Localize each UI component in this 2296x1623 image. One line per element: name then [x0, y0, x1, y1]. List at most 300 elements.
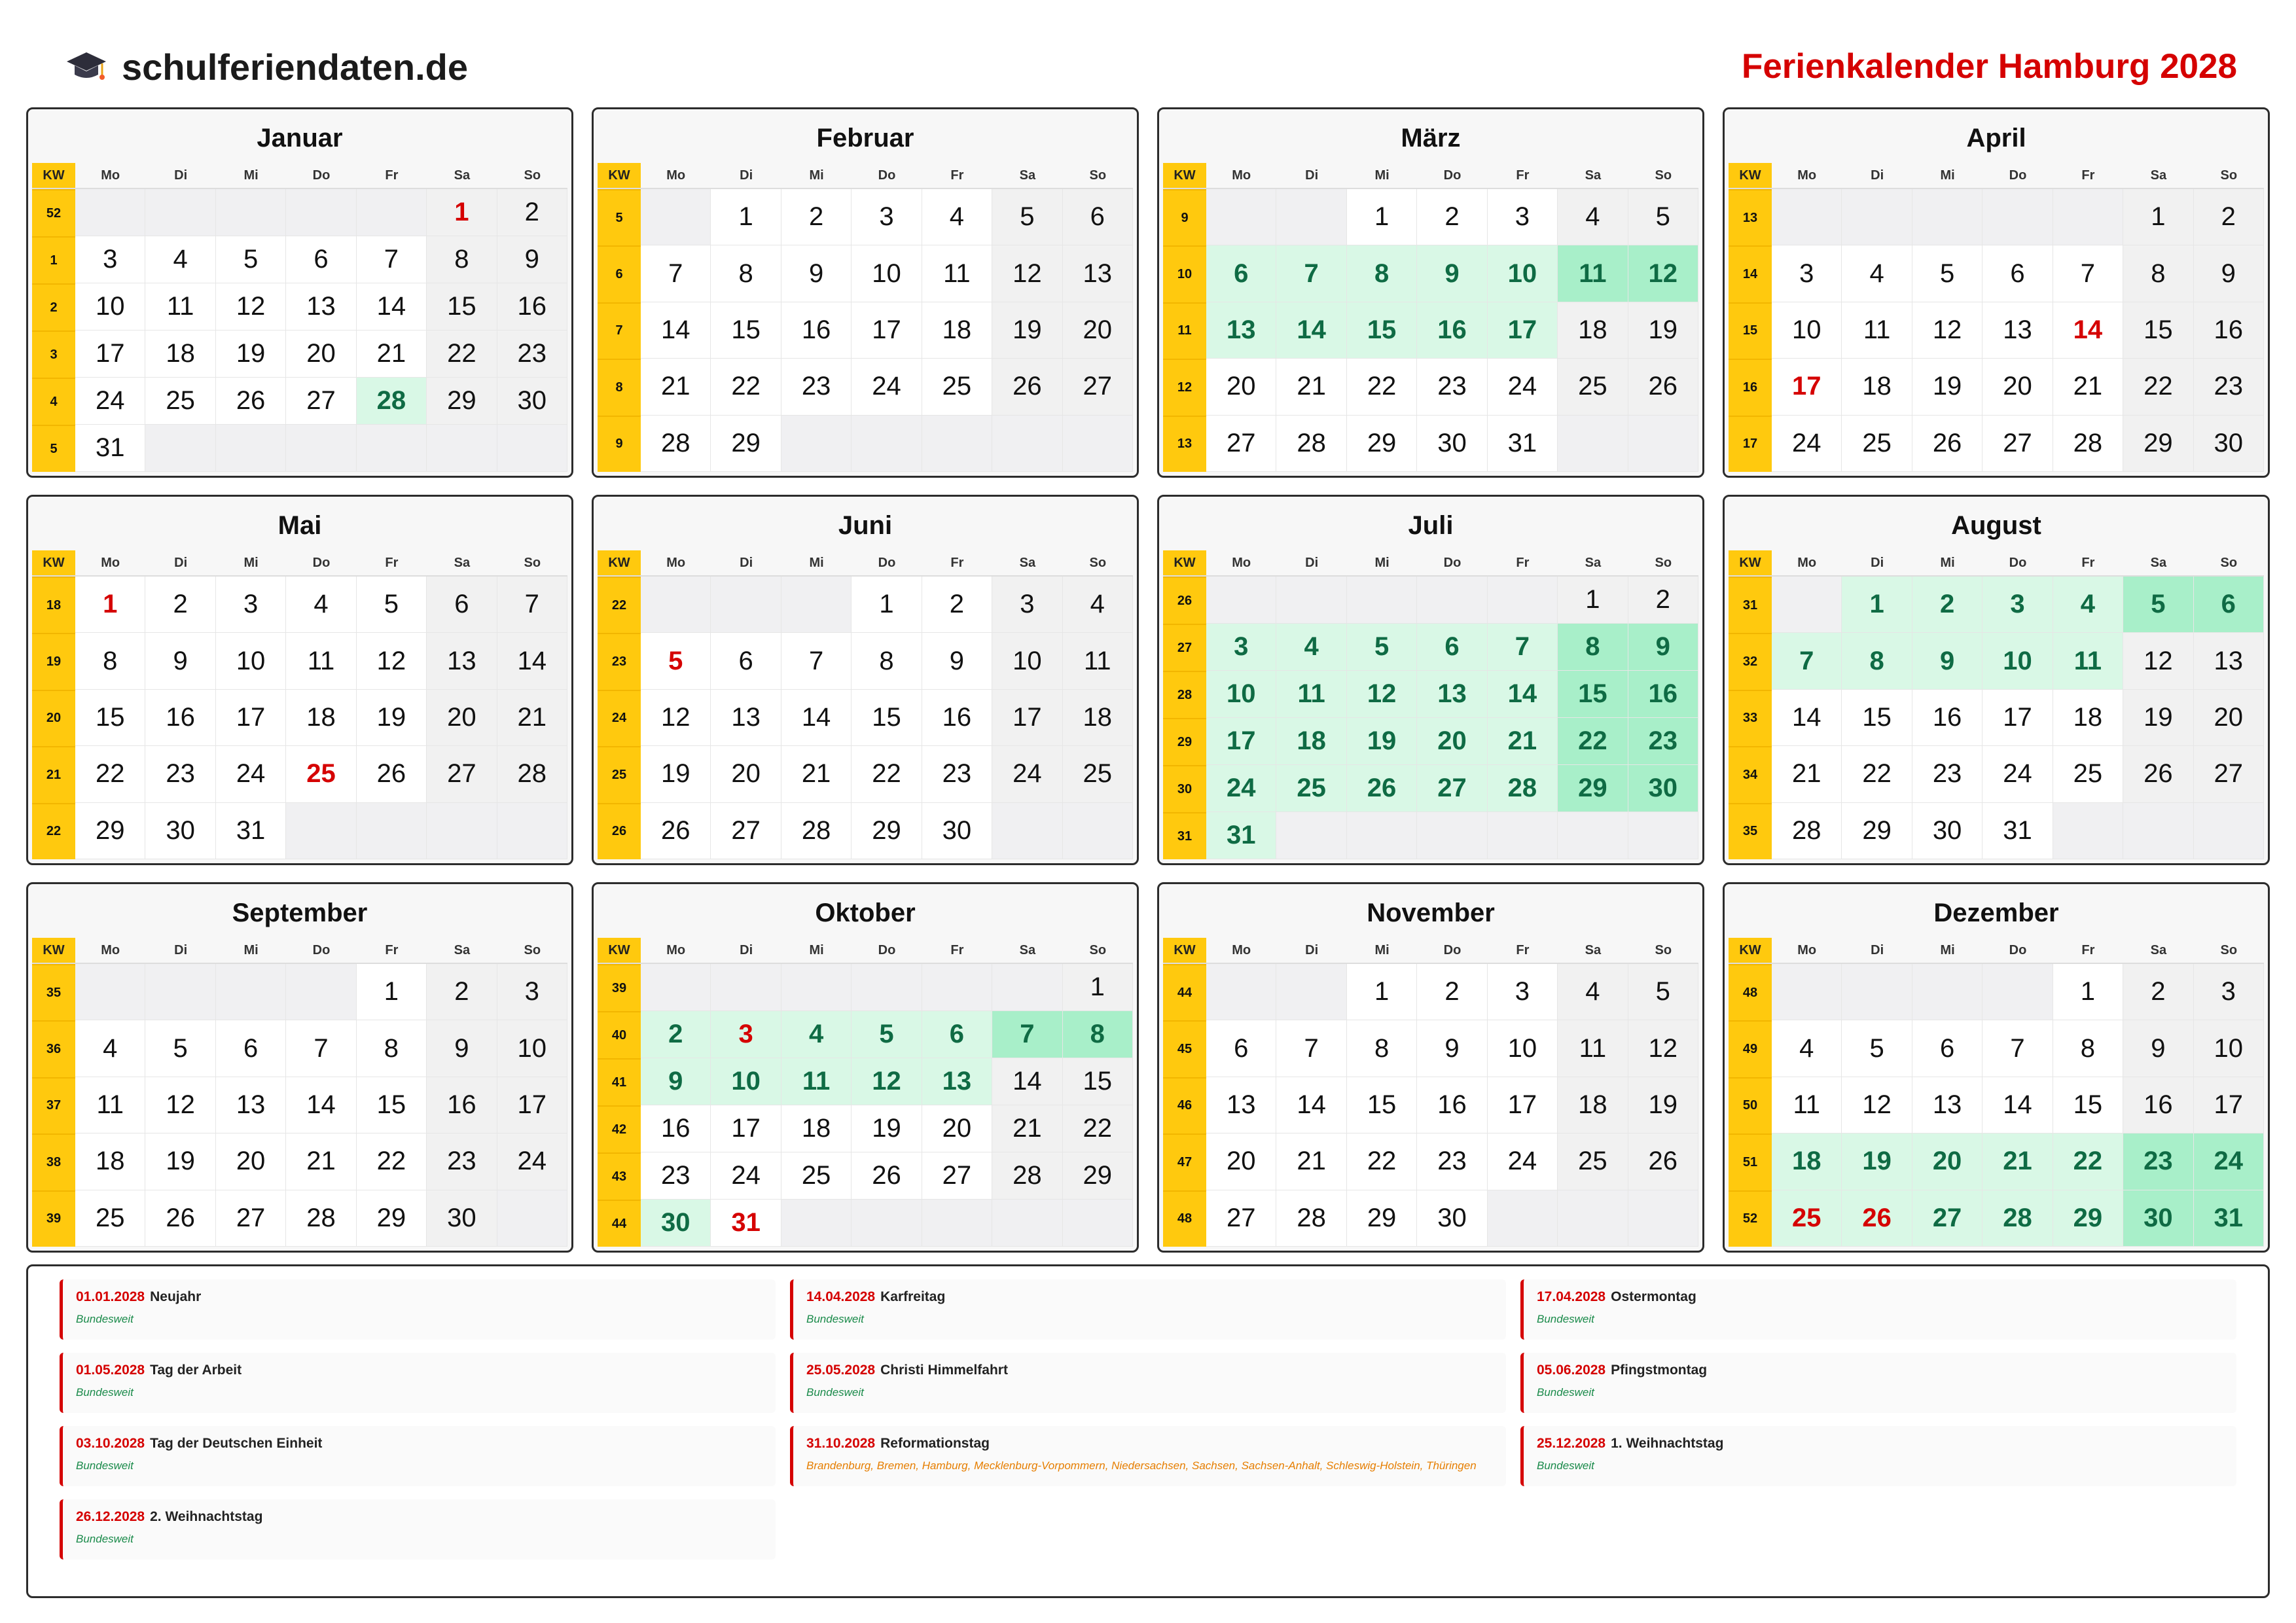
- day-cell[interactable]: 24: [2194, 1133, 2264, 1190]
- day-cell[interactable]: 15: [852, 690, 922, 746]
- day-cell[interactable]: 1: [75, 577, 145, 633]
- day-cell[interactable]: 15: [357, 1077, 427, 1133]
- day-cell[interactable]: 3: [1772, 245, 1842, 302]
- day-cell[interactable]: 16: [427, 1077, 497, 1133]
- day-cell[interactable]: 27: [1063, 359, 1133, 415]
- day-cell[interactable]: 23: [145, 746, 215, 802]
- day-cell[interactable]: 14: [781, 690, 852, 746]
- day-cell[interactable]: 9: [922, 633, 992, 689]
- day-cell[interactable]: 11: [1772, 1077, 1842, 1133]
- day-cell[interactable]: 9: [1912, 633, 1982, 689]
- day-cell[interactable]: 6: [286, 236, 356, 283]
- day-cell[interactable]: 4: [1558, 964, 1628, 1020]
- day-cell[interactable]: 20: [1912, 1133, 1982, 1190]
- day-cell[interactable]: 15: [1347, 302, 1417, 359]
- day-cell[interactable]: 27: [1206, 1190, 1276, 1247]
- day-cell[interactable]: 17: [75, 330, 145, 378]
- day-cell[interactable]: 25: [2053, 746, 2123, 802]
- day-cell[interactable]: 24: [711, 1152, 781, 1200]
- day-cell[interactable]: 11: [922, 245, 992, 302]
- day-cell[interactable]: 30: [1417, 416, 1487, 472]
- day-cell[interactable]: 17: [1982, 690, 2053, 746]
- day-cell[interactable]: 14: [1276, 1077, 1346, 1133]
- day-cell[interactable]: 1: [1558, 577, 1628, 624]
- day-cell[interactable]: 15: [2053, 1077, 2123, 1133]
- day-cell[interactable]: 9: [145, 633, 215, 689]
- day-cell[interactable]: 13: [1417, 671, 1487, 718]
- day-cell[interactable]: 8: [427, 236, 497, 283]
- day-cell[interactable]: 25: [75, 1190, 145, 1247]
- day-cell[interactable]: 22: [1347, 359, 1417, 415]
- day-cell[interactable]: 29: [1347, 416, 1417, 472]
- day-cell[interactable]: 17: [992, 690, 1062, 746]
- day-cell[interactable]: 13: [1912, 1077, 1982, 1133]
- day-cell[interactable]: 16: [641, 1105, 711, 1152]
- day-cell[interactable]: 18: [145, 330, 215, 378]
- day-cell[interactable]: 31: [1206, 812, 1276, 859]
- day-cell[interactable]: 25: [1842, 416, 1912, 472]
- day-cell[interactable]: 2: [1628, 577, 1698, 624]
- day-cell[interactable]: 22: [1063, 1105, 1133, 1152]
- day-cell[interactable]: 6: [2194, 577, 2264, 633]
- day-cell[interactable]: 27: [286, 378, 356, 425]
- day-cell[interactable]: 5: [145, 1020, 215, 1077]
- day-cell[interactable]: 1: [852, 577, 922, 633]
- day-cell[interactable]: 30: [1417, 1190, 1487, 1247]
- day-cell[interactable]: 4: [286, 577, 356, 633]
- day-cell[interactable]: 14: [1772, 690, 1842, 746]
- day-cell[interactable]: 19: [1628, 302, 1698, 359]
- day-cell[interactable]: 21: [286, 1133, 356, 1190]
- day-cell[interactable]: 16: [781, 302, 852, 359]
- day-cell[interactable]: 22: [1347, 1133, 1417, 1190]
- day-cell[interactable]: 15: [1347, 1077, 1417, 1133]
- day-cell[interactable]: 5: [1842, 1020, 1912, 1077]
- day-cell[interactable]: 17: [1488, 302, 1558, 359]
- day-cell[interactable]: 30: [497, 378, 567, 425]
- day-cell[interactable]: 18: [75, 1133, 145, 1190]
- day-cell[interactable]: 5: [2123, 577, 2193, 633]
- day-cell[interactable]: 8: [1347, 1020, 1417, 1077]
- day-cell[interactable]: 18: [1772, 1133, 1842, 1190]
- day-cell[interactable]: 21: [1772, 746, 1842, 802]
- day-cell[interactable]: 2: [1417, 189, 1487, 245]
- day-cell[interactable]: 10: [711, 1058, 781, 1105]
- day-cell[interactable]: 29: [2123, 416, 2193, 472]
- day-cell[interactable]: 26: [1842, 1190, 1912, 1247]
- day-cell[interactable]: 6: [711, 633, 781, 689]
- day-cell[interactable]: 7: [1772, 633, 1842, 689]
- day-cell[interactable]: 4: [922, 189, 992, 245]
- day-cell[interactable]: 24: [497, 1133, 567, 1190]
- day-cell[interactable]: 11: [1842, 302, 1912, 359]
- day-cell[interactable]: 2: [1417, 964, 1487, 1020]
- day-cell[interactable]: 6: [1982, 245, 2053, 302]
- day-cell[interactable]: 31: [711, 1200, 781, 1247]
- day-cell[interactable]: 12: [357, 633, 427, 689]
- day-cell[interactable]: 19: [641, 746, 711, 802]
- day-cell[interactable]: 6: [1912, 1020, 1982, 1077]
- day-cell[interactable]: 28: [286, 1190, 356, 1247]
- day-cell[interactable]: 21: [1276, 359, 1346, 415]
- day-cell[interactable]: 14: [1982, 1077, 2053, 1133]
- day-cell[interactable]: 22: [75, 746, 145, 802]
- day-cell[interactable]: 22: [711, 359, 781, 415]
- day-cell[interactable]: 7: [1982, 1020, 2053, 1077]
- day-cell[interactable]: 1: [2123, 189, 2193, 245]
- day-cell[interactable]: 4: [781, 1011, 852, 1058]
- day-cell[interactable]: 28: [781, 803, 852, 859]
- day-cell[interactable]: 3: [992, 577, 1062, 633]
- day-cell[interactable]: 12: [1628, 245, 1698, 302]
- day-cell[interactable]: 24: [1488, 359, 1558, 415]
- day-cell[interactable]: 26: [852, 1152, 922, 1200]
- day-cell[interactable]: 3: [1206, 624, 1276, 671]
- day-cell[interactable]: 4: [1842, 245, 1912, 302]
- day-cell[interactable]: 2: [922, 577, 992, 633]
- day-cell[interactable]: 4: [1063, 577, 1133, 633]
- day-cell[interactable]: 15: [1842, 690, 1912, 746]
- day-cell[interactable]: 5: [641, 633, 711, 689]
- day-cell[interactable]: 6: [1417, 624, 1487, 671]
- day-cell[interactable]: 20: [286, 330, 356, 378]
- day-cell[interactable]: 20: [216, 1133, 286, 1190]
- day-cell[interactable]: 16: [2123, 1077, 2193, 1133]
- day-cell[interactable]: 5: [1912, 245, 1982, 302]
- day-cell[interactable]: 9: [2194, 245, 2264, 302]
- day-cell[interactable]: 9: [1417, 245, 1487, 302]
- day-cell[interactable]: 20: [1982, 359, 2053, 415]
- day-cell[interactable]: 8: [1558, 624, 1628, 671]
- day-cell[interactable]: 11: [286, 633, 356, 689]
- day-cell[interactable]: 9: [781, 245, 852, 302]
- day-cell[interactable]: 29: [1347, 1190, 1417, 1247]
- day-cell[interactable]: 21: [1276, 1133, 1346, 1190]
- day-cell[interactable]: 8: [2123, 245, 2193, 302]
- day-cell[interactable]: 28: [497, 746, 567, 802]
- day-cell[interactable]: 18: [1276, 718, 1346, 765]
- day-cell[interactable]: 25: [1063, 746, 1133, 802]
- day-cell[interactable]: 4: [75, 1020, 145, 1077]
- day-cell[interactable]: 12: [1912, 302, 1982, 359]
- day-cell[interactable]: 14: [286, 1077, 356, 1133]
- day-cell[interactable]: 27: [1912, 1190, 1982, 1247]
- day-cell[interactable]: 10: [1488, 245, 1558, 302]
- day-cell[interactable]: 5: [852, 1011, 922, 1058]
- day-cell[interactable]: 8: [711, 245, 781, 302]
- day-cell[interactable]: 19: [216, 330, 286, 378]
- day-cell[interactable]: 11: [2053, 633, 2123, 689]
- day-cell[interactable]: 8: [75, 633, 145, 689]
- day-cell[interactable]: 2: [427, 964, 497, 1020]
- day-cell[interactable]: 17: [216, 690, 286, 746]
- day-cell[interactable]: 23: [641, 1152, 711, 1200]
- day-cell[interactable]: 16: [497, 283, 567, 330]
- day-cell[interactable]: 18: [1558, 1077, 1628, 1133]
- day-cell[interactable]: 29: [427, 378, 497, 425]
- day-cell[interactable]: 13: [1206, 1077, 1276, 1133]
- day-cell[interactable]: 14: [1488, 671, 1558, 718]
- day-cell[interactable]: 23: [1417, 359, 1487, 415]
- day-cell[interactable]: 10: [497, 1020, 567, 1077]
- day-cell[interactable]: 18: [1842, 359, 1912, 415]
- day-cell[interactable]: 26: [641, 803, 711, 859]
- day-cell[interactable]: 21: [497, 690, 567, 746]
- day-cell[interactable]: 16: [1417, 302, 1487, 359]
- day-cell[interactable]: 24: [992, 746, 1062, 802]
- day-cell[interactable]: 16: [922, 690, 992, 746]
- day-cell[interactable]: 13: [1206, 302, 1276, 359]
- day-cell[interactable]: 29: [1842, 803, 1912, 859]
- day-cell[interactable]: 19: [1912, 359, 1982, 415]
- day-cell[interactable]: 11: [1063, 633, 1133, 689]
- day-cell[interactable]: 31: [1488, 416, 1558, 472]
- day-cell[interactable]: 26: [1347, 765, 1417, 812]
- day-cell[interactable]: 3: [1982, 577, 2053, 633]
- day-cell[interactable]: 20: [711, 746, 781, 802]
- day-cell[interactable]: 9: [497, 236, 567, 283]
- day-cell[interactable]: 5: [216, 236, 286, 283]
- day-cell[interactable]: 24: [216, 746, 286, 802]
- day-cell[interactable]: 8: [2053, 1020, 2123, 1077]
- day-cell[interactable]: 18: [286, 690, 356, 746]
- day-cell[interactable]: 4: [1276, 624, 1346, 671]
- day-cell[interactable]: 4: [1558, 189, 1628, 245]
- day-cell[interactable]: 24: [1982, 746, 2053, 802]
- day-cell[interactable]: 24: [1206, 765, 1276, 812]
- day-cell[interactable]: 10: [992, 633, 1062, 689]
- day-cell[interactable]: 27: [1417, 765, 1487, 812]
- day-cell[interactable]: 7: [1276, 1020, 1346, 1077]
- day-cell[interactable]: 14: [2053, 302, 2123, 359]
- day-cell[interactable]: 27: [2194, 746, 2264, 802]
- day-cell[interactable]: 12: [641, 690, 711, 746]
- day-cell[interactable]: 1: [1063, 964, 1133, 1011]
- day-cell[interactable]: 3: [1488, 189, 1558, 245]
- day-cell[interactable]: 29: [1558, 765, 1628, 812]
- day-cell[interactable]: 11: [1558, 245, 1628, 302]
- day-cell[interactable]: 25: [781, 1152, 852, 1200]
- day-cell[interactable]: 14: [641, 302, 711, 359]
- day-cell[interactable]: 1: [357, 964, 427, 1020]
- day-cell[interactable]: 2: [2194, 189, 2264, 245]
- day-cell[interactable]: 22: [427, 330, 497, 378]
- day-cell[interactable]: 7: [1276, 245, 1346, 302]
- day-cell[interactable]: 4: [145, 236, 215, 283]
- day-cell[interactable]: 24: [1488, 1133, 1558, 1190]
- day-cell[interactable]: 10: [216, 633, 286, 689]
- day-cell[interactable]: 17: [2194, 1077, 2264, 1133]
- day-cell[interactable]: 26: [1628, 1133, 1698, 1190]
- day-cell[interactable]: 13: [1063, 245, 1133, 302]
- day-cell[interactable]: 23: [497, 330, 567, 378]
- day-cell[interactable]: 18: [1063, 690, 1133, 746]
- day-cell[interactable]: 12: [992, 245, 1062, 302]
- day-cell[interactable]: 22: [357, 1133, 427, 1190]
- day-cell[interactable]: 26: [216, 378, 286, 425]
- day-cell[interactable]: 22: [1558, 718, 1628, 765]
- day-cell[interactable]: 8: [1063, 1011, 1133, 1058]
- day-cell[interactable]: 29: [1063, 1152, 1133, 1200]
- day-cell[interactable]: 30: [641, 1200, 711, 1247]
- day-cell[interactable]: 29: [2053, 1190, 2123, 1247]
- day-cell[interactable]: 6: [922, 1011, 992, 1058]
- day-cell[interactable]: 15: [427, 283, 497, 330]
- day-cell[interactable]: 24: [852, 359, 922, 415]
- day-cell[interactable]: 25: [145, 378, 215, 425]
- day-cell[interactable]: 12: [1347, 671, 1417, 718]
- day-cell[interactable]: 6: [1206, 245, 1276, 302]
- day-cell[interactable]: 19: [1842, 1133, 1912, 1190]
- day-cell[interactable]: 7: [497, 577, 567, 633]
- day-cell[interactable]: 30: [145, 803, 215, 859]
- day-cell[interactable]: 9: [1628, 624, 1698, 671]
- day-cell[interactable]: 20: [1063, 302, 1133, 359]
- day-cell[interactable]: 11: [1276, 671, 1346, 718]
- day-cell[interactable]: 11: [781, 1058, 852, 1105]
- day-cell[interactable]: 7: [286, 1020, 356, 1077]
- day-cell[interactable]: 3: [497, 964, 567, 1020]
- day-cell[interactable]: 9: [641, 1058, 711, 1105]
- day-cell[interactable]: 10: [2194, 1020, 2264, 1077]
- day-cell[interactable]: 29: [75, 803, 145, 859]
- day-cell[interactable]: 1: [1842, 577, 1912, 633]
- day-cell[interactable]: 15: [1558, 671, 1628, 718]
- day-cell[interactable]: 17: [497, 1077, 567, 1133]
- day-cell[interactable]: 26: [1912, 416, 1982, 472]
- day-cell[interactable]: 21: [1488, 718, 1558, 765]
- day-cell[interactable]: 29: [711, 416, 781, 472]
- day-cell[interactable]: 12: [145, 1077, 215, 1133]
- day-cell[interactable]: 6: [216, 1020, 286, 1077]
- day-cell[interactable]: 11: [145, 283, 215, 330]
- day-cell[interactable]: 8: [357, 1020, 427, 1077]
- day-cell[interactable]: 5: [1628, 189, 1698, 245]
- day-cell[interactable]: 20: [1206, 1133, 1276, 1190]
- day-cell[interactable]: 16: [1628, 671, 1698, 718]
- day-cell[interactable]: 18: [922, 302, 992, 359]
- day-cell[interactable]: 25: [1276, 765, 1346, 812]
- day-cell[interactable]: 27: [1982, 416, 2053, 472]
- day-cell[interactable]: 28: [1276, 1190, 1346, 1247]
- day-cell[interactable]: 7: [641, 245, 711, 302]
- day-cell[interactable]: 26: [145, 1190, 215, 1247]
- day-cell[interactable]: 21: [781, 746, 852, 802]
- day-cell[interactable]: 4: [1772, 1020, 1842, 1077]
- day-cell[interactable]: 12: [1628, 1020, 1698, 1077]
- day-cell[interactable]: 10: [1488, 1020, 1558, 1077]
- day-cell[interactable]: 12: [852, 1058, 922, 1105]
- day-cell[interactable]: 30: [2123, 1190, 2193, 1247]
- day-cell[interactable]: 7: [992, 1011, 1062, 1058]
- day-cell[interactable]: 21: [2053, 359, 2123, 415]
- day-cell[interactable]: 20: [1417, 718, 1487, 765]
- day-cell[interactable]: 6: [1063, 189, 1133, 245]
- day-cell[interactable]: 26: [1628, 359, 1698, 415]
- day-cell[interactable]: 23: [1417, 1133, 1487, 1190]
- day-cell[interactable]: 30: [922, 803, 992, 859]
- day-cell[interactable]: 30: [1912, 803, 1982, 859]
- day-cell[interactable]: 7: [781, 633, 852, 689]
- day-cell[interactable]: 3: [75, 236, 145, 283]
- day-cell[interactable]: 3: [2194, 964, 2264, 1020]
- day-cell[interactable]: 27: [216, 1190, 286, 1247]
- day-cell[interactable]: 21: [357, 330, 427, 378]
- day-cell[interactable]: 22: [2123, 359, 2193, 415]
- day-cell[interactable]: 10: [1206, 671, 1276, 718]
- day-cell[interactable]: 15: [2123, 302, 2193, 359]
- day-cell[interactable]: 13: [2194, 633, 2264, 689]
- day-cell[interactable]: 30: [427, 1190, 497, 1247]
- day-cell[interactable]: 7: [1488, 624, 1558, 671]
- day-cell[interactable]: 24: [75, 378, 145, 425]
- day-cell[interactable]: 1: [711, 189, 781, 245]
- day-cell[interactable]: 11: [75, 1077, 145, 1133]
- day-cell[interactable]: 20: [2194, 690, 2264, 746]
- day-cell[interactable]: 27: [1206, 416, 1276, 472]
- day-cell[interactable]: 29: [852, 803, 922, 859]
- day-cell[interactable]: 30: [2194, 416, 2264, 472]
- day-cell[interactable]: 15: [711, 302, 781, 359]
- day-cell[interactable]: 1: [1347, 964, 1417, 1020]
- day-cell[interactable]: 25: [1558, 1133, 1628, 1190]
- day-cell[interactable]: 7: [357, 236, 427, 283]
- day-cell[interactable]: 13: [427, 633, 497, 689]
- day-cell[interactable]: 20: [1206, 359, 1276, 415]
- day-cell[interactable]: 14: [1276, 302, 1346, 359]
- day-cell[interactable]: 13: [286, 283, 356, 330]
- day-cell[interactable]: 31: [75, 425, 145, 472]
- day-cell[interactable]: 9: [427, 1020, 497, 1077]
- day-cell[interactable]: 6: [427, 577, 497, 633]
- day-cell[interactable]: 22: [2053, 1133, 2123, 1190]
- day-cell[interactable]: 3: [711, 1011, 781, 1058]
- day-cell[interactable]: 14: [357, 283, 427, 330]
- day-cell[interactable]: 19: [1347, 718, 1417, 765]
- day-cell[interactable]: 28: [641, 416, 711, 472]
- day-cell[interactable]: 28: [992, 1152, 1062, 1200]
- day-cell[interactable]: 28: [2053, 416, 2123, 472]
- day-cell[interactable]: 17: [1206, 718, 1276, 765]
- day-cell[interactable]: 20: [427, 690, 497, 746]
- day-cell[interactable]: 2: [2123, 964, 2193, 1020]
- day-cell[interactable]: 25: [922, 359, 992, 415]
- day-cell[interactable]: 26: [2123, 746, 2193, 802]
- day-cell[interactable]: 10: [852, 245, 922, 302]
- day-cell[interactable]: 10: [75, 283, 145, 330]
- day-cell[interactable]: 17: [1772, 359, 1842, 415]
- day-cell[interactable]: 17: [1488, 1077, 1558, 1133]
- day-cell[interactable]: 15: [1063, 1058, 1133, 1105]
- day-cell[interactable]: 21: [1982, 1133, 2053, 1190]
- day-cell[interactable]: 6: [1206, 1020, 1276, 1077]
- day-cell[interactable]: 26: [357, 746, 427, 802]
- day-cell[interactable]: 4: [2053, 577, 2123, 633]
- day-cell[interactable]: 16: [2194, 302, 2264, 359]
- day-cell[interactable]: 7: [2053, 245, 2123, 302]
- day-cell[interactable]: 19: [145, 1133, 215, 1190]
- day-cell[interactable]: 25: [1772, 1190, 1842, 1247]
- day-cell[interactable]: 13: [1982, 302, 2053, 359]
- day-cell[interactable]: 19: [992, 302, 1062, 359]
- day-cell[interactable]: 28: [1488, 765, 1558, 812]
- day-cell[interactable]: 25: [286, 746, 356, 802]
- day-cell[interactable]: 1: [2053, 964, 2123, 1020]
- day-cell[interactable]: 24: [1772, 416, 1842, 472]
- day-cell[interactable]: 10: [1772, 302, 1842, 359]
- day-cell[interactable]: 13: [216, 1077, 286, 1133]
- day-cell[interactable]: 31: [1982, 803, 2053, 859]
